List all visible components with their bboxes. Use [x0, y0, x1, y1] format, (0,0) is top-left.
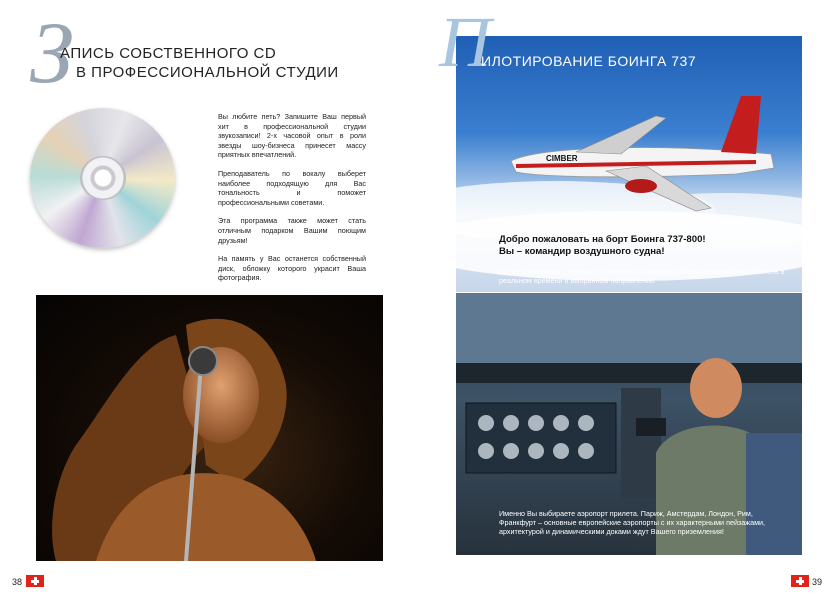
- welcome-line-1: Добро пожаловать на борт Боинга 737-800!: [499, 234, 706, 245]
- cd-disc-image: [30, 108, 175, 248]
- paragraph: Преподаватель по вокалу выберет наиболее подходящую для Вас тональность и поможет профессиональными советами.: [218, 168, 366, 207]
- page-number: 38: [12, 577, 23, 587]
- title-line-2: В ПРОФЕССИОНАЛЬНОЙ СТУДИИ: [76, 64, 339, 81]
- swiss-flag-icon: [26, 575, 44, 587]
- simulator-text: После знакомства с панелью управления симулятор полета позволит Вам взлететь в реальном времени в выбранном направлении.: [499, 267, 785, 285]
- page-title: [60, 44, 339, 82]
- page-title: ИЛОТИРОВАНИЕ БОИНГА 737: [481, 53, 697, 69]
- title-initial-letter: П: [439, 2, 491, 82]
- paragraph: Эта программа также может стать отличным подарком Вашим поющим друзьям!: [218, 216, 366, 245]
- page-number: 39: [812, 577, 823, 587]
- swiss-flag-icon: [791, 575, 809, 587]
- left-page: [0, 0, 419, 595]
- paragraph: Вы любите петь? Запишите Ваш первый хит в профессиональной студии звукозаписи! 2-х часовой опыт в роли звезды шоу-бизнеса принесет массу приятных впечатлений.: [218, 112, 366, 160]
- title-line-1: АПИСЬ СОБСТВЕННОГО CD: [60, 45, 277, 62]
- airport-text: Именно Вы выбираете аэропорт прилета. Париж, Амстердам, Лондон, Рим, Франкфурт – основные европейские аэропорты с их характерными пейзажами, архитектурой и динамическими доками ждут Вашего приземления!: [499, 509, 766, 536]
- right-page: [419, 0, 839, 595]
- paragraph: На память у Вас останется собственный диск, обложку которого украсит Ваша фотография.: [218, 254, 366, 283]
- title-initial-letter: З: [30, 5, 74, 102]
- singer-photo: [36, 295, 383, 561]
- body-text: [218, 112, 366, 292]
- welcome-line-2: Вы – командир воздушного судна!: [499, 246, 665, 257]
- plane-livery-text: CIMBER: [546, 154, 578, 163]
- welcome-heading: [499, 234, 706, 258]
